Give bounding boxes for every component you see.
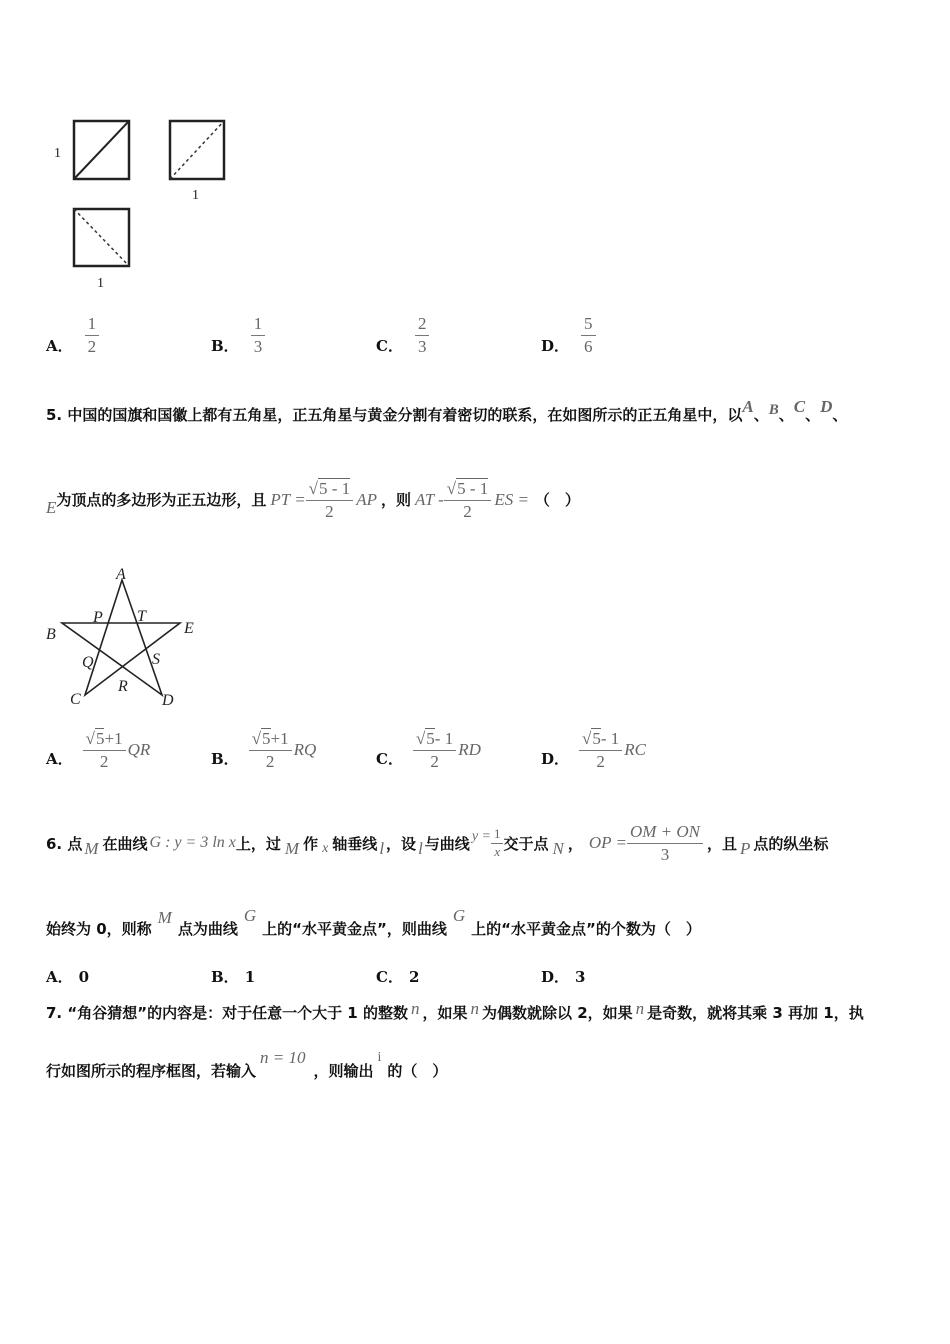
q6-var-p: P [739, 839, 751, 858]
top-view-dashed-diagonal [74, 209, 129, 266]
front-view-label: 1 [54, 146, 61, 161]
q7-var-n: n [410, 999, 420, 1018]
sqrt-sign: √ [251, 729, 262, 749]
option-operator: - 1 [600, 729, 620, 749]
q5-ap: AP [356, 489, 377, 509]
option-denominator: 2 [430, 752, 439, 771]
q6-var-g: G [452, 906, 466, 925]
q6-text: 上的“水平黄金点”的个数为（ ） [471, 919, 701, 938]
q7-text: 行如图所示的程序框图，若输入 [46, 1061, 257, 1080]
q6-var-m: M [284, 839, 300, 858]
pentagram-figure [40, 562, 210, 712]
q5-line2 [46, 478, 580, 521]
option-denominator: 2 [87, 336, 97, 356]
q5-option[interactable] [376, 722, 481, 778]
q7-text: ，如果 [422, 1003, 468, 1022]
side-view-label: 1 [192, 188, 199, 203]
option-fraction [413, 728, 456, 771]
q5-text1: 5. 中国的国旗和国徽上都有五角星，正五角星与黄金分割有着密切的联系，在如图所示的正五角星中，以 [46, 406, 743, 424]
q6-text: 上，过 [235, 834, 281, 853]
option-fraction [85, 314, 100, 356]
q6-text: ，设 [386, 834, 417, 853]
star-label-q: Q [82, 654, 94, 671]
sqrt-sign: √ [446, 479, 457, 498]
option-fraction [251, 314, 266, 356]
option-value: 3 [575, 968, 586, 986]
q6-option[interactable] [541, 966, 585, 987]
q6-line2 [46, 908, 701, 948]
q5-sep: 、 [778, 406, 794, 424]
q5-pt-c: C [793, 397, 806, 416]
option-vector: QR [127, 740, 151, 759]
q6-y-eq: y = [471, 829, 491, 844]
q4-option[interactable] [46, 310, 99, 360]
option-value: 0 [78, 968, 90, 986]
q5-pt-d: D [820, 397, 833, 416]
option-label: B． [211, 968, 239, 986]
option-label: C． [376, 749, 403, 768]
sqrt-sign: √ [582, 729, 592, 749]
star-label-a: A [116, 566, 126, 583]
q7-text: 是奇数，就将其乘 3 再加 1，执 [647, 1003, 864, 1022]
q6-one: 1 [491, 827, 504, 844]
q6-var-g: G [243, 906, 257, 925]
q6-text: ， [567, 834, 583, 853]
option-label: A． [46, 968, 73, 986]
q5-text2: 为顶点的多边形为正五边形，且 [56, 491, 267, 510]
option-fraction [415, 314, 430, 356]
option-operator: +1 [104, 729, 123, 749]
q6-text: 在曲线 [102, 834, 148, 853]
q7-text: ，则输出 [313, 1061, 374, 1080]
option-label: B． [211, 749, 239, 768]
q5-option[interactable] [211, 722, 316, 778]
option-label: B． [211, 336, 239, 355]
option-denominator: 6 [584, 336, 593, 356]
option-numerator: 5 [581, 314, 596, 336]
q4-option[interactable] [541, 310, 596, 360]
option-denominator: 2 [596, 752, 605, 771]
q6-x-den: x [494, 843, 501, 859]
q6-op-den: 3 [660, 844, 670, 864]
q7-text: 的（ ） [387, 1061, 448, 1080]
q6-text: 点为曲线 [177, 919, 238, 938]
q5-denominator: 2 [325, 501, 334, 521]
q5-denominator-2: 2 [463, 501, 472, 521]
option-radicand: 5 [592, 729, 601, 749]
q7-input-n: n = 10 [260, 1048, 306, 1067]
option-label: C． [376, 336, 403, 355]
option-label: A． [46, 749, 73, 768]
option-value: 2 [408, 968, 420, 986]
option-operator: +1 [270, 729, 289, 749]
star-label-t: T [137, 608, 146, 625]
q5-pt-a: A [742, 397, 754, 416]
option-radicand: 5 [426, 729, 435, 749]
option-label: C． [376, 968, 403, 986]
q5-sep: 、 [832, 406, 848, 424]
q6-text: 交于点 [503, 834, 549, 853]
q7-line2 [46, 1050, 447, 1090]
star-label-p: P [93, 609, 103, 626]
sqrt-sign: √ [308, 479, 319, 498]
q5-pt-b: B [768, 402, 779, 418]
option-denominator: 3 [253, 336, 263, 356]
q5-golden-fraction-2 [444, 478, 492, 521]
q6-text: 6. 点 [46, 834, 83, 853]
q5-line1 [46, 397, 848, 425]
q5-es: ES = [494, 489, 529, 509]
three-view-figure [50, 110, 240, 300]
q6-text: 点的纵坐标 [753, 834, 829, 853]
sqrt-sign: √ [415, 729, 426, 749]
q6-var-l: l [379, 839, 385, 858]
star-label-r: R [118, 678, 128, 695]
q6-text: 上的“水平黄金点”，则曲线 [262, 919, 447, 938]
q4-option[interactable] [211, 310, 265, 360]
star-label-s: S [152, 651, 160, 668]
option-vector: RC [624, 740, 647, 759]
q5-text3: ，则 [380, 491, 411, 510]
q6-var-m: M [84, 839, 99, 858]
option-numerator: 2 [415, 314, 430, 336]
star-label-c: C [70, 691, 81, 708]
q6-text: 与曲线 [424, 834, 470, 853]
q7-var-n: n [635, 999, 645, 1018]
option-denominator: 3 [417, 336, 427, 356]
q6-var-l: l [418, 839, 423, 858]
q6-op-fraction [627, 822, 703, 864]
option-denominator: 2 [99, 752, 109, 771]
option-numerator: 1 [85, 314, 100, 336]
q6-op-lhs: OP = [588, 833, 627, 852]
q6-var-x: x [322, 841, 329, 856]
q7-text: 为偶数就除以 2，如果 [481, 1003, 633, 1022]
q6-option[interactable] [211, 966, 255, 987]
option-radicand: 5 [262, 729, 271, 749]
q6-var-n: N [552, 839, 564, 858]
q7-var-i: i [377, 1050, 382, 1065]
option-numerator: 1 [251, 314, 266, 336]
option-label: D． [541, 968, 570, 986]
q6-text: 轴垂线 [332, 834, 378, 853]
q6-curve-g: G : y = 3 ln x [149, 834, 236, 851]
option-denominator: 2 [265, 752, 275, 771]
q5-at: AT - [414, 489, 444, 509]
star-label-b: B [46, 626, 56, 643]
q6-op-num: OM + ON [627, 822, 703, 844]
option-fraction [249, 728, 292, 771]
q5-sep: 、 [753, 406, 769, 424]
q6-text: ，且 [706, 834, 737, 853]
q6-option[interactable] [46, 966, 89, 987]
option-value: 1 [244, 968, 256, 986]
q6-text: 作 [303, 834, 319, 853]
front-view-diagonal [74, 121, 129, 179]
q7-var-n: n [470, 999, 479, 1018]
q5-blank: （ ） [534, 491, 580, 510]
option-vector: RD [458, 740, 481, 759]
star-label-e: E [184, 620, 194, 637]
side-view-dashed-diagonal [170, 121, 224, 179]
q5-radicand-2: 5 - 1 [457, 479, 489, 498]
top-view-label: 1 [97, 276, 104, 291]
q6-var-m: M [157, 908, 172, 927]
q5-option[interactable] [541, 722, 646, 778]
option-vector: RQ [293, 740, 317, 759]
q4-option[interactable] [376, 310, 429, 360]
option-label: D． [541, 749, 570, 768]
star-label-d: D [162, 692, 174, 709]
q6-line1 [46, 813, 828, 873]
q5-radicand: 5 - 1 [319, 479, 351, 498]
option-label: A． [46, 336, 73, 355]
q6-text: 始终为 0，则称 [46, 919, 152, 938]
q5-option[interactable] [46, 722, 150, 778]
sqrt-sign: √ [85, 729, 95, 749]
q5-sep: 、 [805, 406, 821, 424]
option-operator: - 1 [434, 729, 454, 749]
option-fraction [581, 314, 596, 356]
q7-line1 [46, 998, 864, 1026]
q5-golden-fraction [306, 478, 354, 521]
option-label: D． [541, 336, 570, 355]
option-fraction [579, 728, 622, 771]
q5-pt-lhs: PT = [270, 489, 306, 509]
option-radicand: 5 [95, 729, 105, 749]
q6-reciprocal [491, 827, 504, 860]
q5-pt-e: E [46, 497, 57, 517]
q6-option[interactable] [376, 966, 419, 987]
q7-text: 7. “角谷猜想”的内容是：对于任意一个大于 1 的整数 [46, 1003, 408, 1022]
option-fraction [83, 728, 126, 771]
